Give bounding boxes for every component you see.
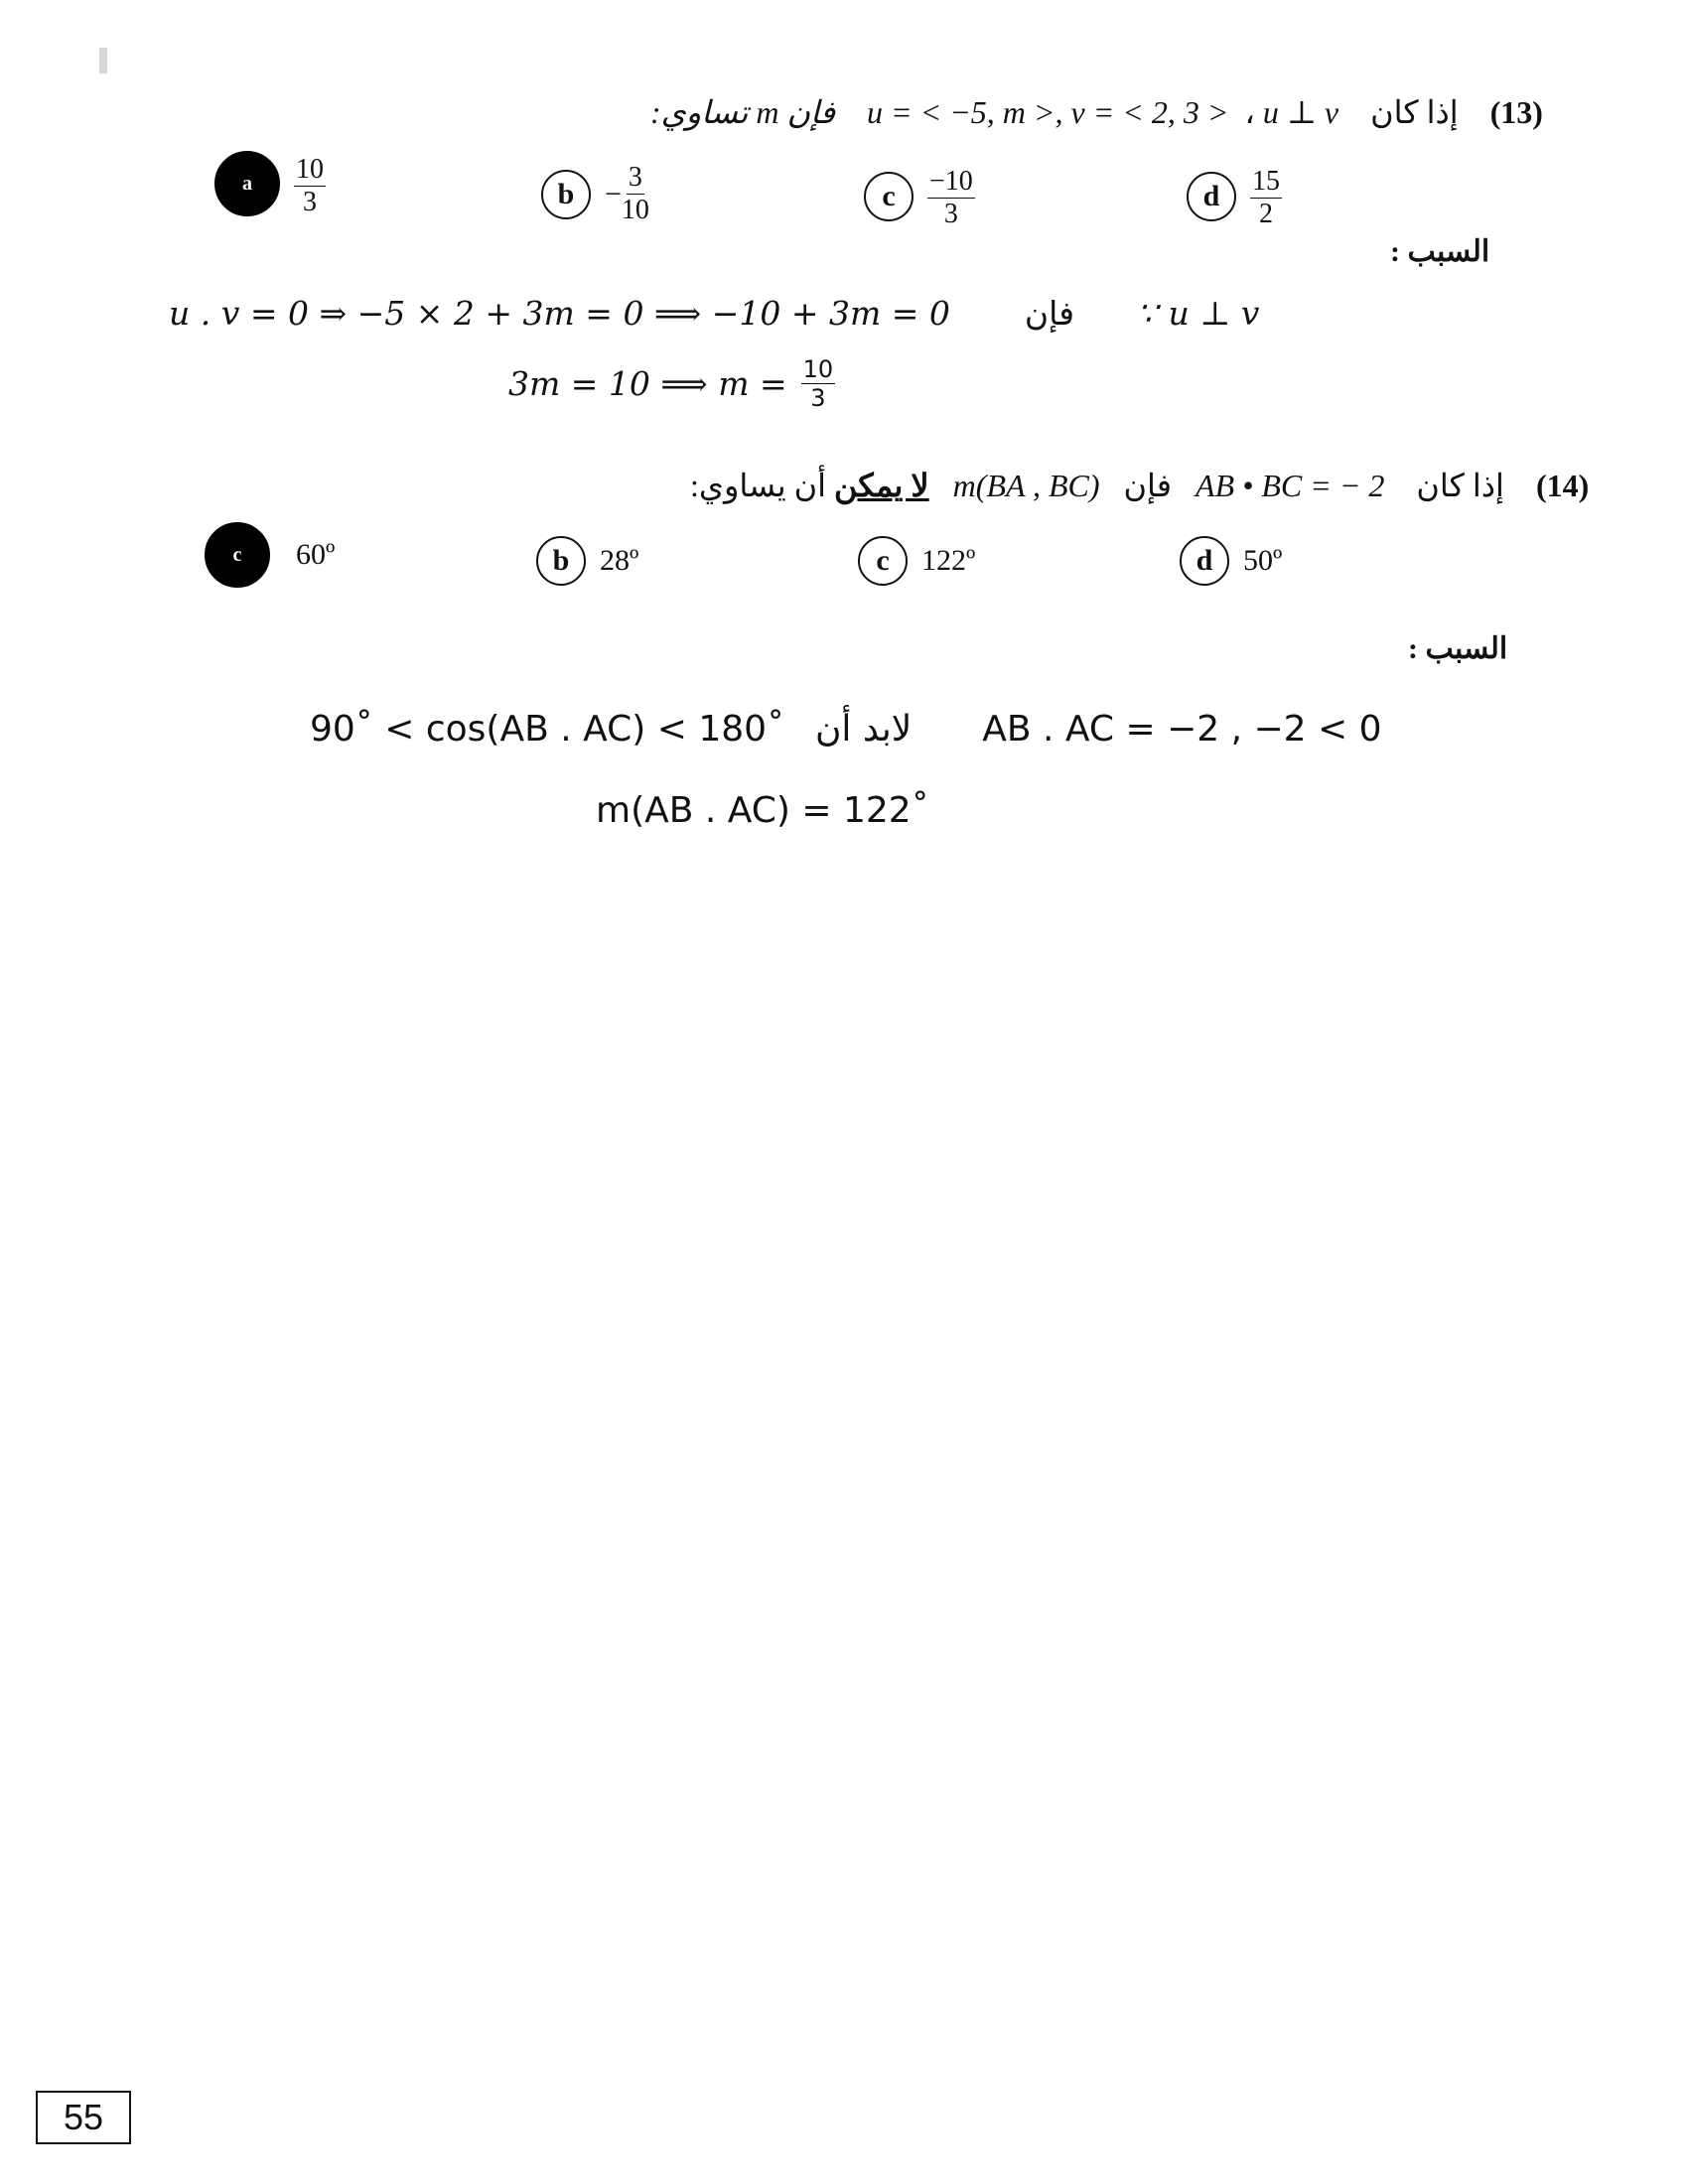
q13-work1-right: ∵ u ⊥ v [1137, 294, 1260, 333]
q14-option-b-value: 28º [600, 544, 639, 577]
q14-reason-label: السبب : [1408, 632, 1508, 665]
q13-option-b-bubble[interactable]: b [541, 170, 591, 219]
q14-work1-must: لابد أن [814, 709, 913, 750]
q14-option-c[interactable] [858, 536, 975, 586]
q13-option-a-bubble[interactable]: a [214, 151, 280, 216]
q14-then: فإن [1123, 468, 1173, 503]
q14-statement [690, 467, 1589, 504]
q13-work2-fraction: $\frac{10}{3}$ [802, 355, 834, 412]
q13-option-a-value: $\frac{10}{3}$ [296, 153, 324, 217]
q13-work2-left: 3m = 10 ⟹ m = [508, 364, 787, 403]
q14-angle: m(BA , BC) [952, 468, 1100, 503]
q13-option-c-value: $\frac{-10}{3}$ [929, 166, 973, 229]
q13-option-d-value: $\frac{15}{2}$ [1252, 166, 1280, 229]
q14-option-b-bubble[interactable]: b [536, 536, 586, 586]
q14-number: (14) [1535, 468, 1590, 503]
q14-work-line-1 [310, 709, 1382, 750]
q14-work-line-2: m(AB . AC) = 122˚ [596, 790, 929, 831]
q13-work-line-1 [169, 294, 1259, 333]
q14-option-1-value: 60º [296, 538, 336, 571]
q14-option-1[interactable] [205, 522, 335, 588]
q13-ask: فإن m تساوي: [650, 94, 836, 130]
q14-option-c-bubble[interactable]: c [858, 536, 908, 586]
q13-option-a[interactable] [214, 151, 326, 216]
q14-work1-left: 90˚ < cos(AB . AC) < 180˚ [310, 709, 785, 750]
q13-perp: u ⊥ v [1262, 94, 1339, 130]
q13-option-c-bubble[interactable]: c [864, 172, 914, 221]
q14-if: إذا كان [1416, 468, 1504, 503]
q13-option-d-bubble[interactable]: d [1187, 172, 1236, 221]
q13-work1-therefore: فإن [1024, 294, 1074, 333]
q14-option-d-bubble[interactable]: d [1180, 536, 1229, 586]
q14-cannot: لا يمكن [833, 468, 929, 503]
q13-statement: فإن m تساوي: u = < −5, m >, v = < 2, 3 > ، u ⊥ v إذا كان (13) [650, 94, 1543, 130]
q14-option-c-value: 122º [921, 544, 976, 577]
q13-number: (13) [1489, 94, 1543, 130]
q14-condition: AB • BC = − 2 [1196, 468, 1385, 503]
q14-option-d-value: 50º [1243, 544, 1283, 577]
q13-option-d[interactable] [1187, 164, 1282, 228]
corner-mark [99, 48, 107, 73]
q14-option-1-bubble[interactable]: c [205, 522, 270, 588]
q14-option-d[interactable] [1180, 536, 1282, 586]
q13-option-b[interactable] [541, 164, 649, 224]
q13-if: إذا كان [1370, 94, 1459, 130]
q13-reason-label: السبب : [1390, 235, 1490, 268]
q13-work-line-2 [508, 357, 835, 410]
q14-ask: أن يساوي: [690, 468, 826, 503]
q13-vectors: u = < −5, m >, v = < 2, 3 > [867, 94, 1229, 130]
q13-option-b-value: − $\frac{3}{10}$ [605, 162, 649, 225]
q13-option-c[interactable] [864, 164, 975, 228]
q14-option-b[interactable] [536, 536, 638, 586]
page-number: 55 [36, 2091, 131, 2144]
q14-work1-right: AB . AC = −2 , −2 < 0 [982, 709, 1382, 750]
q13-work1-left: u . v = 0 ⇒ −5 × 2 + 3m = 0 ⟹ −10 + 3m = 0 [169, 294, 950, 333]
